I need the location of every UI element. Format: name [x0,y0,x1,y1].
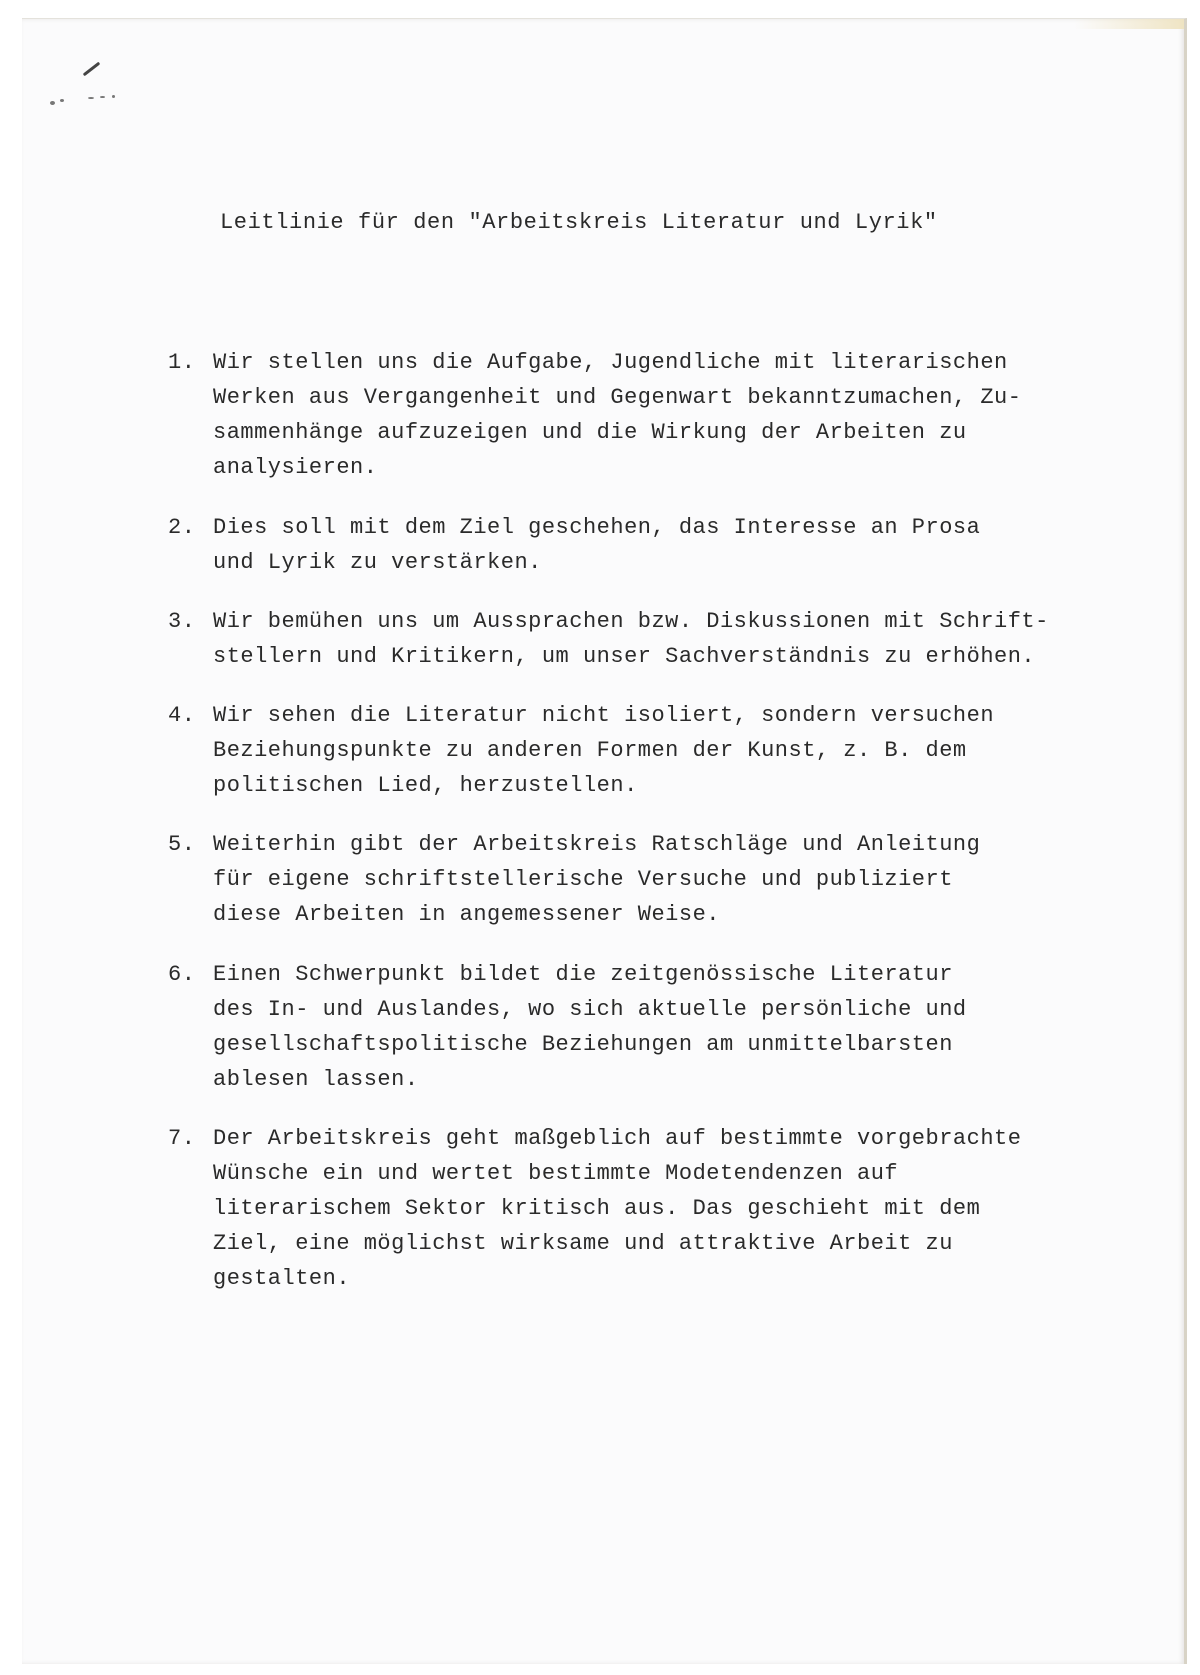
item-number: 2. [168,515,196,540]
paper-stain [1074,19,1184,29]
item-number: 7. [168,1126,196,1151]
item-line: analysieren. [213,455,378,480]
item-line: Ziel, eine möglichst wirksame und attraktive Arbeit zu [213,1231,953,1256]
item-number: 3. [168,609,196,634]
item-line: Wir bemühen uns um Aussprachen bzw. Diskussionen mit Schrift- [213,609,1049,634]
item-line: Der Arbeitskreis geht maßgeblich auf bestimmte vorgebrachte [213,1126,1022,1151]
item-line: für eigene schriftstellerische Versuche und publiziert [213,867,953,892]
item-line: gestalten. [213,1266,351,1291]
item-number: 6. [168,962,196,987]
list-item-1 [168,345,1021,485]
item-line: Wünsche ein und wertet bestimmte Modetendenzen auf [213,1161,899,1186]
pen-mark [83,62,101,77]
list-item-6 [168,957,967,1097]
item-line: Wir sehen die Literatur nicht isoliert, sondern versuchen [213,703,995,728]
ink-speck [88,97,94,99]
ink-speck [100,96,105,98]
document-title: Leitlinie für den "Arbeitskreis Literatur und Lyrik" [220,210,938,235]
list-item-7 [168,1121,1021,1296]
item-number: 1. [168,350,196,375]
item-number: 4. [168,703,196,728]
item-line: stellern und Kritikern, um unser Sachverständnis zu erhöhen. [213,644,1036,669]
list-item-4 [168,698,994,803]
item-line: Werken aus Vergangenheit und Gegenwart bekanntzumachen, Zu- [213,385,1022,410]
item-line: diese Arbeiten in angemessener Weise. [213,902,720,927]
ink-speck [60,99,64,102]
item-line: Weiterhin gibt der Arbeitskreis Ratschläge und Anleitung [213,832,981,857]
ink-speck [50,101,55,105]
item-line: des In- und Auslandes, wo sich aktuelle persönliche und [213,997,967,1022]
item-number: 5. [168,832,196,857]
item-line: gesellschaftspolitische Beziehungen am unmittelbarsten [213,1032,953,1057]
item-line: Beziehungspunkte zu anderen Formen der Kunst, z. B. dem [213,738,967,763]
list-item-2 [168,510,980,580]
item-line: sammenhänge aufzuzeigen und die Wirkung der Arbeiten zu [213,420,967,445]
item-line: Einen Schwerpunkt bildet die zeitgenössische Literatur [213,962,953,987]
ink-speck [112,95,115,98]
item-line: und Lyrik zu verstärken. [213,550,542,575]
item-line: Dies soll mit dem Ziel geschehen, das Interesse an Prosa [213,515,981,540]
list-item-5 [168,827,980,932]
item-line: Wir stellen uns die Aufgabe, Jugendliche mit literarischen [213,350,1008,375]
list-item-3 [168,604,1049,674]
item-line: ablesen lassen. [213,1067,419,1092]
item-line: politischen Lied, herzustellen. [213,773,638,798]
item-line: literarischem Sektor kritisch aus. Das geschieht mit dem [213,1196,981,1221]
